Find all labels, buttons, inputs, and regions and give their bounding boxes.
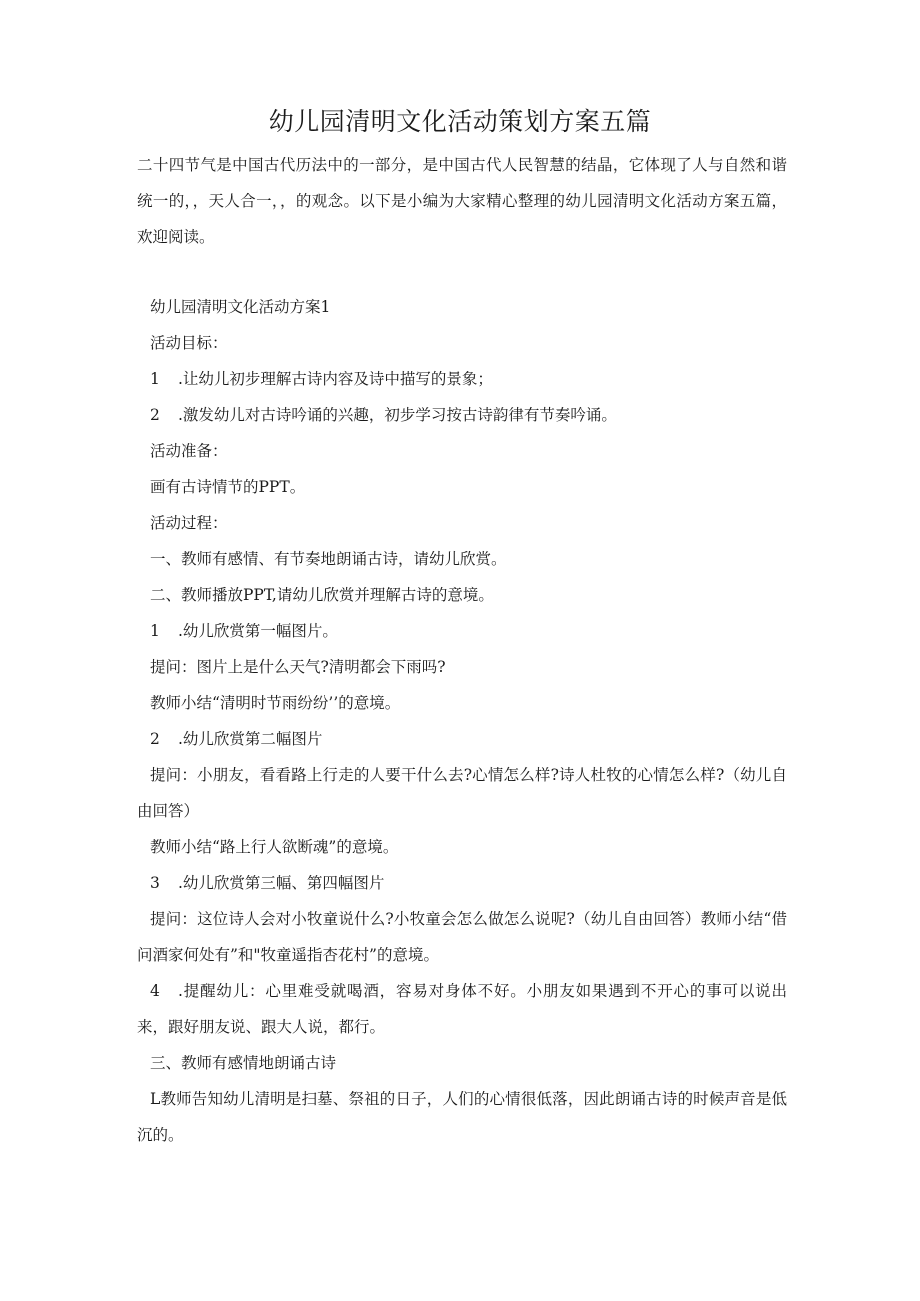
document-title: 幼儿园清明文化活动策划方案五篇 [268,107,652,136]
paragraph-text: 教师小结“清明时节雨纷纷’’的意境。 [150,694,401,712]
paragraph [137,1045,787,1081]
intro-paragraph: 二十四节气是中国古代历法中的一部分，是中国古代人民智慧的结晶，它体现了人与自然和谐统一的，，天人合一，，的观念。以下是小编为大家精心整理的幼儿园清明文化活动方案五篇，欢迎阅读。 [137,156,787,246]
paragraph-number: 1 [150,622,160,640]
paragraph [137,1081,787,1153]
paragraph [137,577,787,613]
document-body [137,289,787,1153]
paragraph-text: .幼儿欣赏第二幅图片 [178,730,323,748]
paragraph-text: .幼儿欣赏第一幅图片。 [178,622,338,640]
paragraph-number: 3 [150,874,160,892]
paragraph-text: 提问：图片上是什么天气?清明都会下雨吗? [150,658,446,676]
paragraph [137,901,787,973]
paragraph [137,541,787,577]
paragraph [137,325,787,361]
paragraph-text: 活动目标： [150,334,228,352]
paragraph-text: 幼儿园清明文化活动方案1 [150,298,331,316]
paragraph [137,829,787,865]
paragraph [137,433,787,469]
paragraph-number: 1 [150,370,160,388]
numbered-paragraph [137,721,787,757]
paragraph-text: .让幼儿初步理解古诗内容及诗中描写的景象； [178,370,493,388]
paragraph [137,757,787,829]
section-heading [137,289,787,325]
paragraph-text: 活动准备： [150,442,228,460]
paragraph-text: .幼儿欣赏第三幅、第四幅图片 [178,874,385,892]
paragraph [137,505,787,541]
paragraph-text: 一、教师有感情、有节奏地朗诵古诗，请幼儿欣赏。 [150,550,507,568]
paragraph [137,685,787,721]
paragraph-text: 活动过程： [150,514,228,532]
paragraph-text: 提问：这位诗人会对小牧童说什么?小牧童会怎么做怎么说呢?（幼儿自由回答）教师小结“借问酒家何处有”和"牧童遥指杏花村”的意境。 [137,910,787,964]
paragraph-text: 画有古诗情节的PPT。 [150,478,306,496]
paragraph-text: L教师告知幼儿清明是扫墓、祭祖的日子，人们的心情很低落，因此朗诵古诗的时候声音是低沉的。 [137,1090,787,1144]
paragraph [137,469,787,505]
paragraph-text: .激发幼儿对古诗吟诵的兴趣，初步学习按古诗韵律有节奏吟诵。 [178,406,617,424]
numbered-paragraph [137,613,787,649]
numbered-paragraph [137,865,787,901]
paragraph-number: 2 [150,730,160,748]
paragraph-text: 三、教师有感情地朗诵古诗 [150,1054,337,1072]
numbered-paragraph [137,361,787,397]
paragraph-text: 提问：小朋友，看看路上行走的人要干什么去?心情怎么样?诗人杜牧的心情怎么样?（幼儿自由回答） [137,766,787,820]
paragraph-text: 二、教师播放PPT,请幼儿欣赏并理解古诗的意境。 [150,586,494,604]
paragraph-text: .提醒幼儿：心里难受就喝酒，容易对身体不好。小朋友如果遇到不开心的事可以说出来，跟好朋友说、跟大人说，都行。 [137,982,787,1036]
paragraph [137,649,787,685]
paragraph-text: 教师小结“路上行人欲断魂”的意境。 [150,838,399,856]
paragraph-number: 2 [150,406,160,424]
paragraph-number: 4 [150,982,160,1000]
numbered-paragraph [137,973,787,1045]
numbered-paragraph [137,397,787,433]
